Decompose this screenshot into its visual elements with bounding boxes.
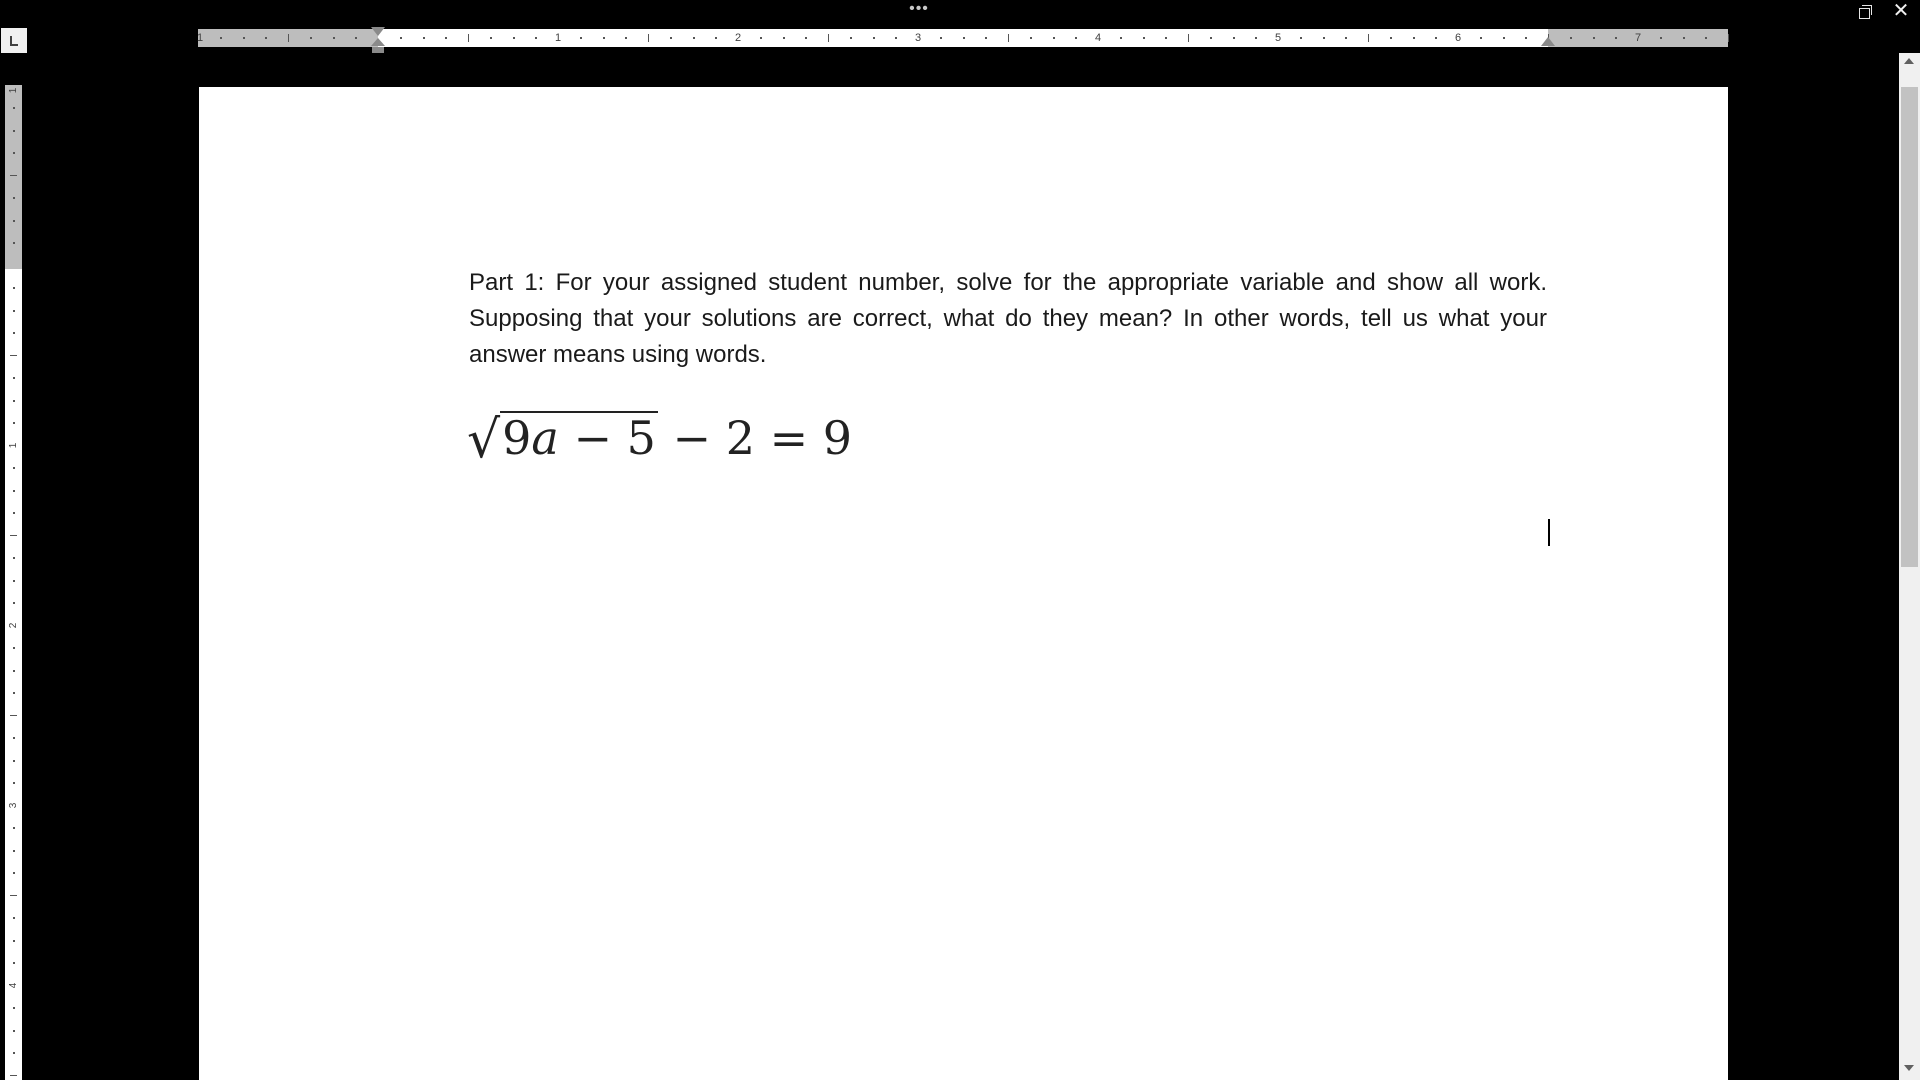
ruler-tick — [10, 175, 17, 176]
ruler-tick — [940, 37, 942, 39]
ruler-tick — [535, 37, 537, 39]
instructions-paragraph[interactable]: Part 1: For your assigned student number, solve for the appropriate variable and show all work. Supposing that your solutions are correct, what do they mean? In other words, tell us what your answer means using words. — [469, 269, 1547, 368]
ruler-tick — [1683, 37, 1685, 39]
right-indent-marker[interactable] — [1541, 37, 1555, 46]
ruler-tick — [670, 37, 672, 39]
ruler-number: 3 — [8, 802, 19, 809]
ruler-tick — [220, 37, 222, 39]
document-page[interactable] — [199, 87, 1728, 1080]
ruler-tick — [13, 1052, 15, 1054]
ruler-tick — [1120, 37, 1122, 39]
text-cursor — [1548, 519, 1550, 546]
ruler-tick — [13, 872, 15, 874]
equation[interactable] — [467, 407, 853, 470]
ruler-number: 1 — [8, 87, 19, 94]
ruler-tick — [513, 37, 515, 39]
ruler-tick — [850, 37, 852, 39]
more-options-icon[interactable]: ••• — [909, 0, 929, 17]
close-window-button[interactable]: ✕ — [1892, 0, 1910, 22]
left-tab-icon — [10, 36, 18, 46]
ruler-tick — [13, 400, 15, 402]
ruler-tick — [13, 377, 15, 379]
restore-window-button[interactable] — [1850, 0, 1880, 24]
ruler-tick — [13, 310, 15, 312]
ruler-tick — [13, 602, 15, 604]
ruler-tick — [13, 737, 15, 739]
ruler-tick — [828, 34, 829, 42]
vertical-ruler[interactable] — [5, 85, 22, 1080]
ruler-tick — [1525, 37, 1527, 39]
ruler-tick — [603, 37, 605, 39]
ruler-tick — [13, 332, 15, 334]
ruler-tick — [10, 355, 17, 356]
ruler-tick — [13, 130, 15, 132]
ruler-tick — [1503, 37, 1505, 39]
ruler-tick — [13, 512, 15, 514]
ruler-tick — [13, 647, 15, 649]
first-line-indent-marker[interactable] — [371, 27, 385, 36]
ruler-tick — [760, 37, 762, 39]
ruler-tick — [580, 37, 582, 39]
ruler-tick — [1053, 37, 1055, 39]
vertical-scrollbar[interactable] — [1899, 53, 1920, 1080]
ruler-tick — [13, 962, 15, 964]
ruler-tick — [13, 692, 15, 694]
scroll-down-button[interactable] — [1899, 1060, 1920, 1077]
ruler-tick — [963, 37, 965, 39]
scroll-thumb[interactable] — [1901, 87, 1918, 567]
ruler-number: 7 — [1634, 32, 1642, 44]
ruler-tick — [243, 37, 245, 39]
ruler-number: 1 — [8, 442, 19, 449]
ruler-number: 1 — [196, 32, 204, 44]
ruler-tick — [10, 715, 17, 716]
ruler-tick — [13, 1030, 15, 1032]
ruler-tick — [648, 34, 649, 42]
ruler-tick — [1188, 34, 1189, 42]
ruler-tick — [1705, 37, 1707, 39]
ruler-tick — [873, 37, 875, 39]
ruler-tick — [13, 1007, 15, 1009]
ruler-tick — [10, 1075, 17, 1076]
ruler-number: 5 — [1274, 32, 1282, 44]
ruler-tick — [1413, 37, 1415, 39]
ruler-tick — [895, 37, 897, 39]
ruler-tick — [715, 37, 717, 39]
ruler-number: 4 — [1094, 32, 1102, 44]
ruler-tick — [1480, 37, 1482, 39]
ruler-tick — [1233, 37, 1235, 39]
ruler-tick — [13, 917, 15, 919]
equation-rest: − 2 = 9 — [657, 411, 853, 465]
ruler-tick — [445, 37, 447, 39]
ruler-number: 2 — [8, 622, 19, 629]
title-bar — [0, 0, 1920, 24]
ruler-number: 4 — [8, 982, 19, 989]
ruler-tick — [13, 490, 15, 492]
radical-sign: √ — [467, 410, 501, 470]
ruler-tick — [288, 34, 289, 42]
ruler-tick — [13, 580, 15, 582]
ruler-tick — [1615, 37, 1617, 39]
ruler-tick — [1593, 37, 1595, 39]
ruler-tick — [13, 940, 15, 942]
ruler-tick — [13, 850, 15, 852]
radicand-rest: − 5 — [558, 411, 656, 465]
ruler-tick — [10, 535, 17, 536]
ruler-tick — [13, 557, 15, 559]
ruler-tick — [13, 760, 15, 762]
ruler-tick — [13, 422, 15, 424]
ruler-tick — [1570, 37, 1572, 39]
ruler-tick — [1345, 37, 1347, 39]
ruler-tick — [1075, 37, 1077, 39]
ruler-tick — [13, 782, 15, 784]
ruler-tick — [1368, 34, 1369, 42]
ruler-number: 1 — [554, 32, 562, 44]
ruler-number: 3 — [914, 32, 922, 44]
left-indent-marker[interactable] — [372, 47, 384, 53]
ruler-tick — [1255, 37, 1257, 39]
ruler-tick — [13, 152, 15, 154]
radicand — [500, 411, 658, 463]
tab-stop-selector[interactable] — [1, 28, 27, 53]
ruler-tick — [985, 37, 987, 39]
ruler-tick — [13, 670, 15, 672]
ruler-tick — [1008, 34, 1009, 42]
ruler-tick — [10, 895, 17, 896]
ruler-tick — [13, 287, 15, 289]
ruler-tick — [1165, 37, 1167, 39]
ruler-tick — [1210, 37, 1212, 39]
ruler-tick — [13, 107, 15, 109]
ruler-tick — [265, 37, 267, 39]
variable-a: a — [531, 411, 559, 465]
ruler-tick — [625, 37, 627, 39]
ruler-tick — [1300, 37, 1302, 39]
hanging-indent-marker[interactable] — [371, 38, 385, 46]
scroll-up-button[interactable] — [1899, 53, 1920, 70]
ruler-number: 6 — [1454, 32, 1462, 44]
horizontal-ruler[interactable] — [198, 29, 1728, 47]
ruler-tick — [693, 37, 695, 39]
ruler-tick — [1390, 37, 1392, 39]
ruler-tick — [805, 37, 807, 39]
ruler-tick — [355, 37, 357, 39]
ruler-tick — [468, 34, 469, 42]
ruler-tick — [783, 37, 785, 39]
ruler-tick — [1435, 37, 1437, 39]
ruler-tick — [1323, 37, 1325, 39]
radicand-coefficient: 9 — [502, 411, 532, 465]
ruler-tick — [13, 197, 15, 199]
ruler-tick — [13, 467, 15, 469]
ruler-tick — [490, 37, 492, 39]
ruler-tick — [423, 37, 425, 39]
ruler-tick — [1660, 37, 1662, 39]
ruler-tick — [1143, 37, 1145, 39]
ruler-tick — [13, 242, 15, 244]
ruler-tick — [13, 827, 15, 829]
ruler-tick — [400, 37, 402, 39]
ruler-tick — [1728, 34, 1729, 42]
ruler-tick — [333, 37, 335, 39]
ruler-number: 2 — [734, 32, 742, 44]
ruler-tick — [13, 220, 15, 222]
ruler-tick — [310, 37, 312, 39]
ruler-tick — [1030, 37, 1032, 39]
